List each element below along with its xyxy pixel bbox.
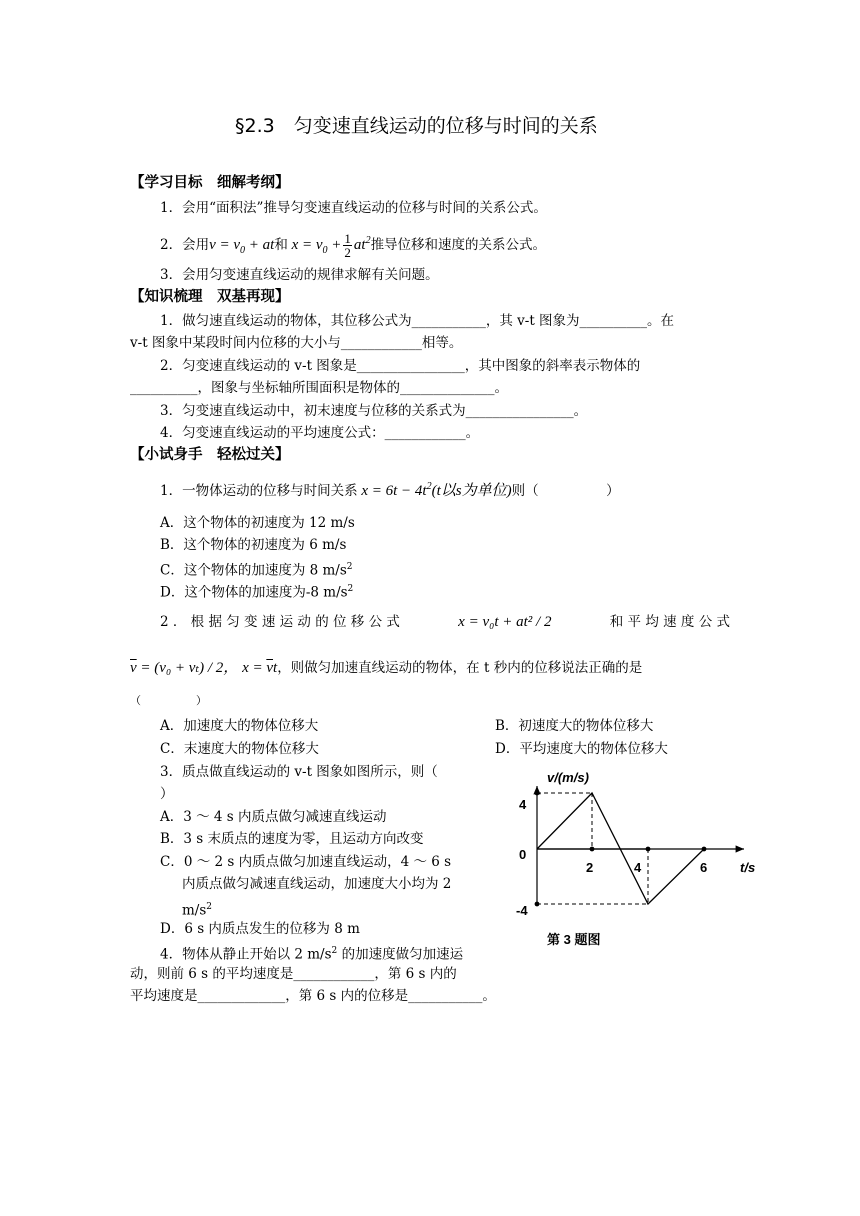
practice-q2-option-d: D．平均速度大的物体位移大 <box>495 741 668 757</box>
practice-q2-line1: 2 ． 根 据 匀 变 速 运 动 的 位 移 公 式 x = v₀t + at² / 2 和 平 均 速 度 公 式 <box>160 614 730 630</box>
practice-q1-option-d: D．这个物体的加速度为-8 $m/s^2$ <box>160 584 354 601</box>
x-axis-label: t/s <box>740 860 756 875</box>
knowledge-q2-line2: __________，图象与坐标轴所围面积是物体的______________。 <box>130 380 508 396</box>
practice-q3-line1: 3．质点做直线运动的 v-t 图象如图所示，则（ <box>160 764 438 780</box>
tick-label-v4: 4 <box>519 797 527 812</box>
practice-q1: 1．一物体运动的位移与时间关系 $x = 6t - 4t^2(t$以s为单位)则（ ） <box>160 481 620 499</box>
practice-q2-option-c: C．末速度大的物体位移大 <box>160 741 319 757</box>
tick-dot-t2 <box>590 847 595 852</box>
goal-item-2-mid: 和 <box>274 237 288 253</box>
practice-q1-option-c: C．这个物体的加速度为 8 $m/s^2$ <box>160 562 353 579</box>
practice-q3-option-a: A．3 ～ 4 s 内质点做匀减速直线运动 <box>160 809 387 825</box>
formula-displacement: $x = v_0$ + $\frac{1}{2}$ $at^2$ <box>291 231 371 261</box>
practice-q3-line2: ） <box>160 786 174 802</box>
practice-q2-option-a: A．加速度大的物体位移大 <box>160 718 319 734</box>
practice-q4-line2: 动，则前 6 s 的平均速度是____________，第 6 s 内的 <box>130 966 457 982</box>
fraction-one-half: $\frac{1}{2}$ <box>344 231 351 261</box>
tick-label-t2: 2 <box>586 860 594 875</box>
section-heading-practice: 【小试身手 轻松过关】 <box>130 447 290 463</box>
formula-x-t: $x = 6t - 4t^2(t$以s为单位) <box>361 481 512 499</box>
page-title: §2.3 匀变速直线运动的位移与时间的关系 <box>235 115 598 137</box>
practice-q3-option-b: B．3 s 末质点的速度为零，且运动方向改变 <box>160 831 424 847</box>
section-heading-goals: 【学习目标 细解考纲】 <box>130 175 290 191</box>
y-axis-label: v/(m/s) <box>547 770 589 785</box>
practice-q1-option-b: B．这个物体的初速度为 6 m/s <box>160 537 347 553</box>
formula-velocity: $v = v_0$ + at <box>209 237 275 256</box>
goal-item-3: 3．会用匀变速直线运动的规律求解有关问题。 <box>160 267 439 283</box>
tick-label-t4: 4 <box>634 860 642 875</box>
knowledge-q2-line1: 2．匀变速直线运动的 v-t 图象是________________，其中图象的斜率表示物体的 <box>160 358 641 374</box>
goal-item-2-post: 推导位移和速度的关系公式。 <box>370 237 547 253</box>
knowledge-q1-line1: 1．做匀速直线运动的物体，其位移公式为___________，其 v-t 图象为__________。在 <box>160 313 675 329</box>
goal-item-1: 1．会用“面积法”推导匀变速直线运动的位移与时间的关系公式。 <box>160 200 547 216</box>
vt-graph <box>512 768 762 948</box>
figure-caption: 第 3 题图 <box>547 932 601 947</box>
tick-dot-vneg4 <box>535 902 540 907</box>
section-heading-knowledge: 【知识梳理 双基再现】 <box>130 289 290 305</box>
formula-average-velocity: $\overline{v} = (v_0 + v_t) / 2$， $x = \overline{v}t$ <box>130 660 278 676</box>
practice-q3-option-c-cont: 内质点做匀减速直线运动，加速度大小均为 2 <box>182 876 452 892</box>
tick-label-vneg4: -4 <box>516 903 528 918</box>
tick-dot-t4 <box>646 847 651 852</box>
tick-label-v0: 0 <box>519 847 527 862</box>
practice-q2-option-b: B．初速度大的物体位移大 <box>495 718 654 734</box>
tick-dot-t6 <box>702 847 707 852</box>
practice-q2-line2: $\overline{v} = (v_0 + v_t) / 2$， $x = \overline{v}t$，则做匀加速直线运动的物体，在 t 秒内的位移说法正确的是 <box>130 660 643 676</box>
practice-q4-line1: 4．物体从静止开始以 2 $m/s^2$ 的加速度做匀加速运 <box>160 946 464 963</box>
goal-item-2 <box>160 222 546 260</box>
practice-q1-option-a: A．这个物体的初速度为 12 m/s <box>160 515 355 531</box>
knowledge-q1-line2: v-t 图象中某段时间内位移的大小与____________相等。 <box>130 335 463 351</box>
practice-q3-option-c-unit: $m/s^2$ <box>182 902 213 919</box>
tick-label-t6: 6 <box>700 860 708 875</box>
knowledge-q4: 4．匀变速直线运动的平均速度公式：____________。 <box>160 425 480 441</box>
practice-q4-line3: 平均速度是_____________，第 6 s 内的位移是___________。 <box>130 988 496 1004</box>
knowledge-q3: 3．匀变速直线运动中，初末速度与位移的关系式为________________。 <box>160 403 588 419</box>
practice-q2-line3: （ ） <box>130 694 207 707</box>
practice-q3-option-c: C．0 ～ 2 s 内质点做匀加速直线运动，4 ～ 6 s <box>160 854 452 870</box>
tick-dot-v4 <box>535 791 540 796</box>
goal-item-2-pre: 2．会用 <box>160 237 210 253</box>
practice-q3-option-d: D．6 s 内质点发生的位移为 8 m <box>160 921 360 937</box>
